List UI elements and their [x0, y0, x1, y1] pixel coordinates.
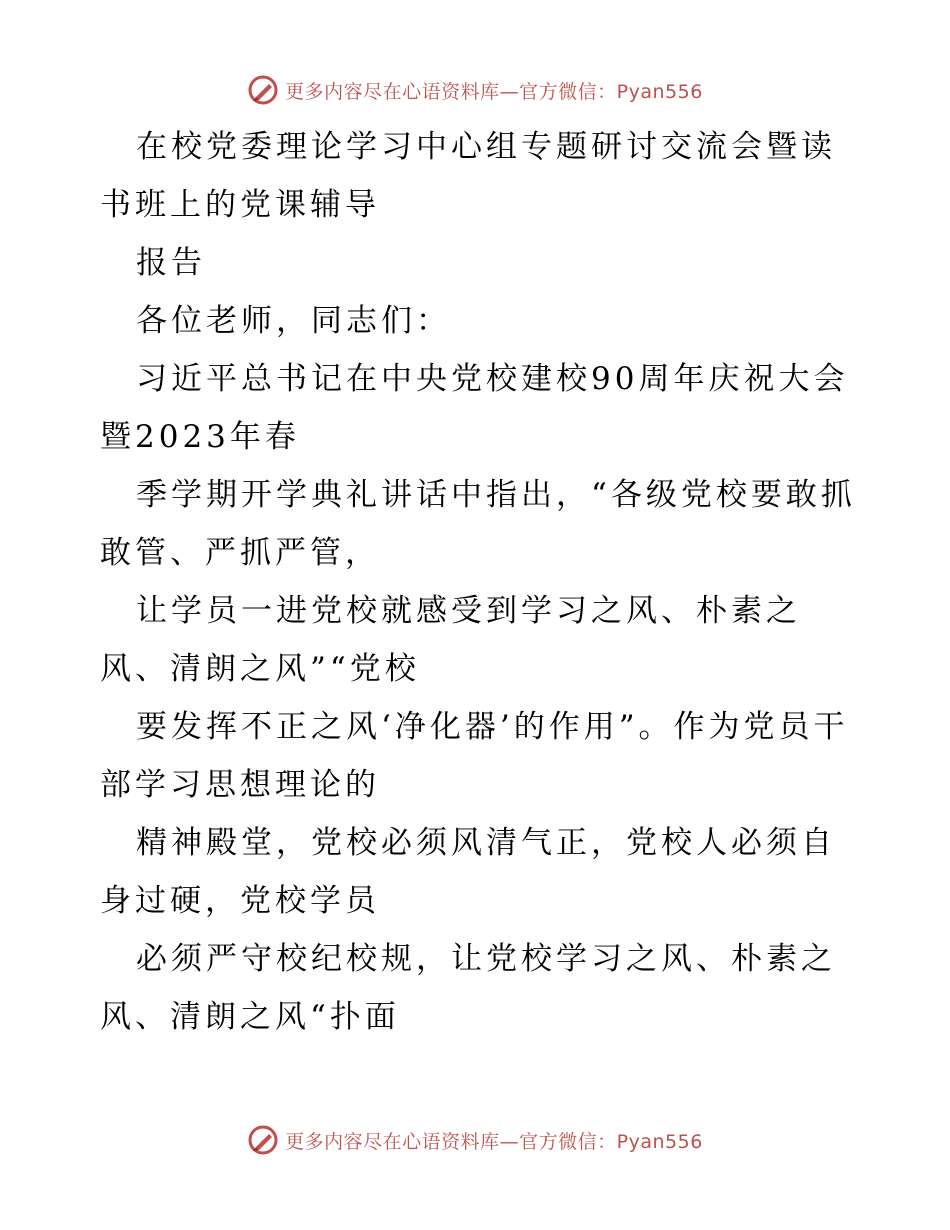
- watermark-text: 更多内容尽在心语资料库—官方微信：Pyan556: [285, 80, 703, 103]
- pen-circle-logo-icon: [247, 74, 279, 106]
- header-watermark: [0, 70, 950, 110]
- paragraph-body: 让学员一进党校就感受到学习之风、朴素之风、清朗之风”“党校: [100, 593, 801, 687]
- paragraph-body: 季学期开学典礼讲话中指出，“各级党校要敢抓敢管、严抓严管，: [100, 477, 856, 571]
- document-body: [0, 118, 950, 1046]
- paragraph-title-cont: 报告: [136, 245, 206, 281]
- paragraph-greeting: 各位老师，同志们：: [136, 303, 451, 339]
- paragraph-body: 精神殿堂，党校必须风清气正，党校人必须自身过硬，党校学员: [100, 825, 836, 919]
- paragraph-body: 必须严守校纪校规，让党校学习之风、朴素之风、清朗之风“扑面: [100, 941, 836, 1035]
- paragraph-title: 在校党委理论学习中心组专题研讨交流会暨读书班上的党课辅导: [100, 129, 836, 223]
- footer-watermark: [0, 1120, 950, 1160]
- paragraph-body: 习近平总书记在中央党校建校90周年庆祝大会暨2023年春: [100, 361, 849, 455]
- watermark-text: 更多内容尽在心语资料库—官方微信：Pyan556: [285, 1130, 703, 1153]
- paragraph-body: 要发挥不正之风‘净化器’的作用”。作为党员干部学习思想理论的: [100, 709, 849, 803]
- pen-circle-logo-icon: [247, 1124, 279, 1156]
